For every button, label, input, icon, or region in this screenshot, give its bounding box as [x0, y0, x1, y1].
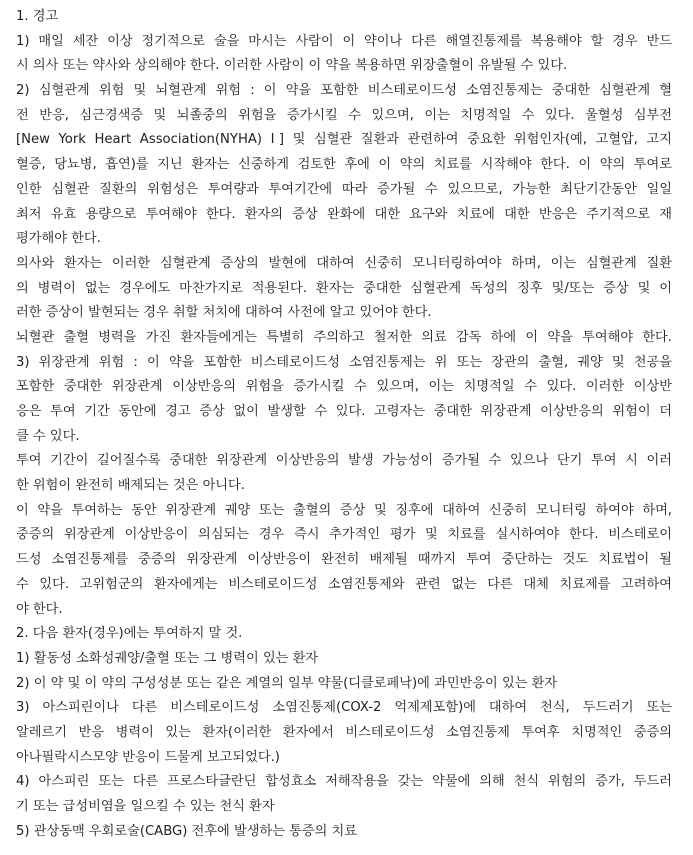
document-line: 3) 아스피린이나 다른 비스테로이드성 소염진통제(COX-2 억제제포함)에 대하여 천식, 두드러기 또는	[16, 700, 672, 716]
document-line: 평가해야 한다.	[16, 231, 101, 247]
document-line: 투여 기간이 길어질수록 중대한 위장관계 이상반응의 발생 가능성이 증가될 수 있으나 단기 투여 시 이러	[16, 453, 672, 469]
document-line: 1. 경고	[16, 9, 59, 24]
document-line: 드성 소염진통제를 중증의 위장관계 이상반응이 완전히 배제될 때까지 투여 중단하는 것도 치료법이 될	[16, 552, 672, 568]
document-line: 시 의사 또는 약사와 상의해야 한다. 이러한 사람이 이 약을 복용하면 위장출혈이 유발될 수 있다.	[16, 58, 568, 74]
document-line: 3) 위장관계 위험 : 이 약을 포함한 비스테로이드성 소염진통제는 위 또는 장관의 출혈, 궤양 및 천공을	[16, 354, 672, 370]
document-line: 1) 활동성 소화성궤양/출혈 또는 그 병력이 있는 환자	[16, 650, 319, 666]
document-line: 알레르기 반응 병력이 있는 환자(이러한 환자에서 비스테로이드성 소염진통제 투여후 치명적인 중증의	[16, 724, 672, 740]
document-line: 1) 매일 세잔 이상 정기적으로 술을 마시는 사람이 이 약이나 다른 해열진통제를 복용해야 할 경우 반드	[16, 33, 672, 49]
document-line: 2) 이 약 및 이 약의 구성성분 또는 같은 계열의 일부 약물(디클로페낙)에 과민반응이 있는 환자	[16, 675, 558, 691]
document-line: 의사와 환자는 이러한 심혈관계 증상의 발현에 대하여 신중히 모니터링하여야 하며, 이는 심혈관계 질환	[16, 255, 672, 271]
document-line: 한 위험이 완전히 배제되는 것은 아니다.	[16, 478, 245, 494]
document-line: 4) 아스피린 또는 다른 프로스타글란딘 합성효소 저해작용을 갖는 약물에 의해 천식 위험의 증가, 두드러	[16, 774, 672, 790]
document-line: 응은 투여 기간 동안에 경고 증상 없이 발생할 수 있다. 고령자는 중대한 위장관계 이상반응의 위험이 더	[16, 404, 672, 419]
document-line: 전 반응, 심근경색증 및 뇌졸중의 위험을 증가시킬 수 있으며, 이는 치명적일 수 있다. 울혈성 심부전	[16, 107, 672, 123]
document-line: 인한 심혈관 질환의 위험성은 투여량과 투여기간에 따라 증가될 수 있으므로, 가능한 최단기간동안 일일	[16, 181, 672, 197]
document-line: 뇌혈관 출혈 병력을 가진 환자들에게는 특별히 주의하고 철저한 의료 감독 하에 이 약을 투여해야 한다.	[16, 329, 672, 345]
document-body	[16, 5, 672, 844]
document-line: 러한 증상이 발현되는 경우 취할 처치에 대하여 사전에 알고 있어야 한다.	[16, 305, 432, 321]
document-line: 야 한다.	[16, 601, 63, 617]
document-line: 포함한 중대한 위장관계 이상반응의 위험을 증가시킬 수 있으며, 이는 치명적일 수 있다. 이러한 이상반	[16, 379, 672, 395]
document-line: 최저 유효 용량으로 투여해야 한다. 환자의 증상 완화에 대한 요구와 치료에 대한 반응은 주기적으로 재	[16, 206, 672, 222]
document-line: 2. 다음 환자(경우)에는 투여하지 말 것.	[16, 626, 243, 642]
document-line: 클 수 있다.	[16, 428, 80, 444]
document-line: 5) 관상동맥 우회로술(CABG) 전후에 발생하는 통증의 치료	[16, 823, 358, 839]
document-line: 중증의 위장관계 이상반응이 의심되는 경우 즉시 추가적인 평가 및 치료를 실시하여야 한다. 비스테로이	[16, 527, 672, 543]
document-line: [New York Heart Association(NYHA) Ⅰ] 및 심혈관 질환과 관련하여 중요한 위험인자(예, 고혈압, 고지	[16, 132, 672, 148]
document-line: 이 약을 투여하는 동안 위장관계 궤양 또는 출혈의 증상 및 징후에 대하여 신중히 모니터링 하여야 하며,	[16, 502, 672, 518]
document-line: 수 있다. 고위험군의 환자에게는 비스테로이드성 소염진통제와 관련 없는 다른 대체 치료제를 고려하여	[16, 576, 672, 592]
document-line: 2) 심혈관계 위험 및 뇌혈관계 위험 : 이 약을 포함한 비스테로이드성 소염진통제는 중대한 심혈관계 혈	[16, 83, 672, 99]
document-line: 의 병력이 없는 경우에도 마찬가지로 적용된다. 환자는 중대한 심혈관계 독성의 징후 및/또는 증상 및 이	[16, 280, 672, 296]
document-line: 아나필락시스모양 반응이 드물게 보고되었다.)	[16, 749, 280, 765]
document-line: 혈증, 당뇨병, 흡연)를 지닌 환자는 신중하게 검토한 후에 이 약의 치료를 시작해야 한다. 이 약의 투여로	[16, 157, 672, 173]
document-line: 기 또는 급성비염을 일으킬 수 있는 천식 환자	[16, 799, 275, 814]
